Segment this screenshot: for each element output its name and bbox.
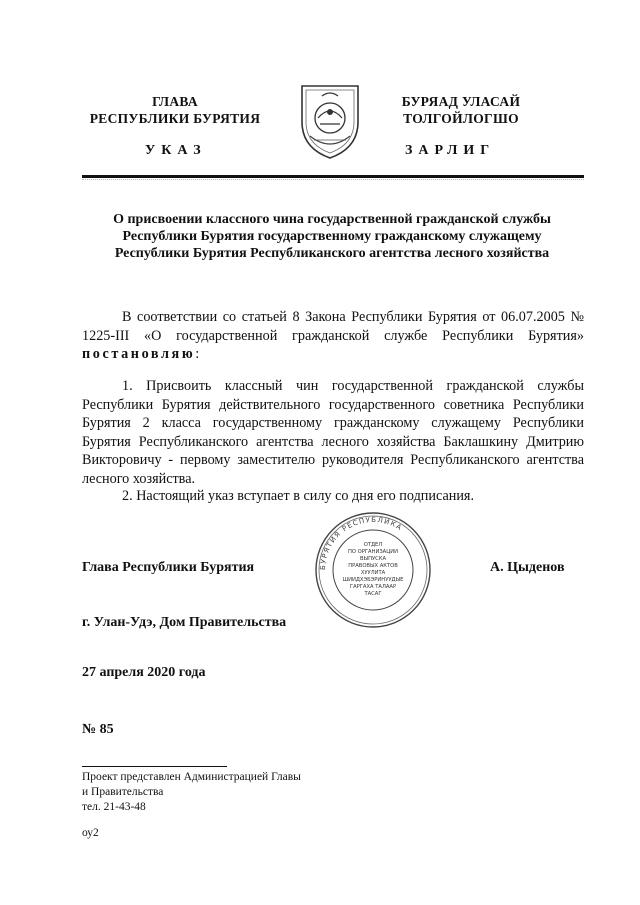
stamp-line: ХУУЛИТА	[360, 570, 386, 576]
header-right	[376, 93, 546, 127]
header-right-line2: ТОЛГОЙЛОГШО	[403, 111, 519, 126]
footnote	[82, 770, 301, 815]
decree-title: О присвоении классного чина государственной гражданской службы Республики Бурятия государственному гражданскому служащему Республики Бурятия Республиканского агентства лесного хозяйства	[113, 212, 551, 261]
signing-place: г. Улан-Удэ, Дом Правительства	[82, 615, 287, 630]
header-dotted-line	[82, 179, 584, 184]
footnote-divider	[82, 766, 227, 767]
decree-type-buryat: ЗАРЛИГ	[405, 143, 496, 158]
clause-2: 2. Настоящий указ вступает в силу со дня его подписания.	[122, 488, 475, 504]
stamp-line: ПРАВОВЫХ АКТОВ	[348, 563, 398, 569]
stamp-line: ШИИДХЭБЭРИНУУДЫЕ	[342, 577, 404, 583]
preamble-colon: :	[195, 346, 200, 362]
stamp-line: ГАРГАХА ТАЛААР	[349, 584, 397, 590]
clause-1: 1. Присвоить классный чин государственной гражданской службы Республики Бурятия действительного государственного советника Республики Бурятия 2 класса государственному гражданскому служащему Республики Бурятия Республиканского агентства лесного хозяйства Баклашкину Дмитрию Викторовичу - первому заместителю руководителя Республиканского агентства лесного хозяйства.	[82, 378, 584, 487]
header-left-line1: ГЛАВА	[152, 94, 198, 109]
preamble-text: В соответствии со статьей 8 Закона Республики Бурятия от 06.07.2005 № 1225-III «О государственной гражданской службе Республики Бурятия»	[82, 309, 584, 344]
stamp-ring-text: БУРЯТИЯ РЕСПУБЛИКА	[318, 515, 404, 571]
signing-date: 27 апреля 2020 года	[82, 665, 206, 680]
stamp-line: ТАСАГ	[364, 591, 382, 597]
header-left	[80, 93, 270, 127]
header-right-line1: БУРЯАД УЛАСАЙ	[401, 94, 521, 109]
footnote-line1: Проект представлен Администрацией Главы	[82, 771, 301, 783]
signatory-name: А. Цыденов	[490, 560, 565, 575]
stamp-line: ВЫПУСКА	[359, 556, 387, 562]
signatory-role: Глава Республики Бурятия	[82, 560, 255, 575]
decree-type-russian: УКАЗ	[145, 143, 207, 158]
footnote-line2: и Правительства	[82, 786, 164, 798]
decree-number: № 85	[82, 722, 114, 737]
decree-verb: постановляю	[82, 346, 196, 362]
stamp-line: ПО ОРГАНИЗАЦИИ	[347, 549, 399, 555]
official-stamp	[313, 510, 433, 630]
footnote-phone: тел. 21-43-48	[82, 801, 146, 813]
stamp-line: ОТДЕЛ	[363, 542, 383, 548]
header-divider	[82, 175, 584, 178]
preamble-paragraph	[82, 308, 584, 364]
coat-of-arms-emblem	[296, 78, 364, 160]
document-code: оу2	[82, 827, 99, 839]
header-left-line2: РЕСПУБЛИКИ БУРЯТИЯ	[89, 111, 261, 126]
